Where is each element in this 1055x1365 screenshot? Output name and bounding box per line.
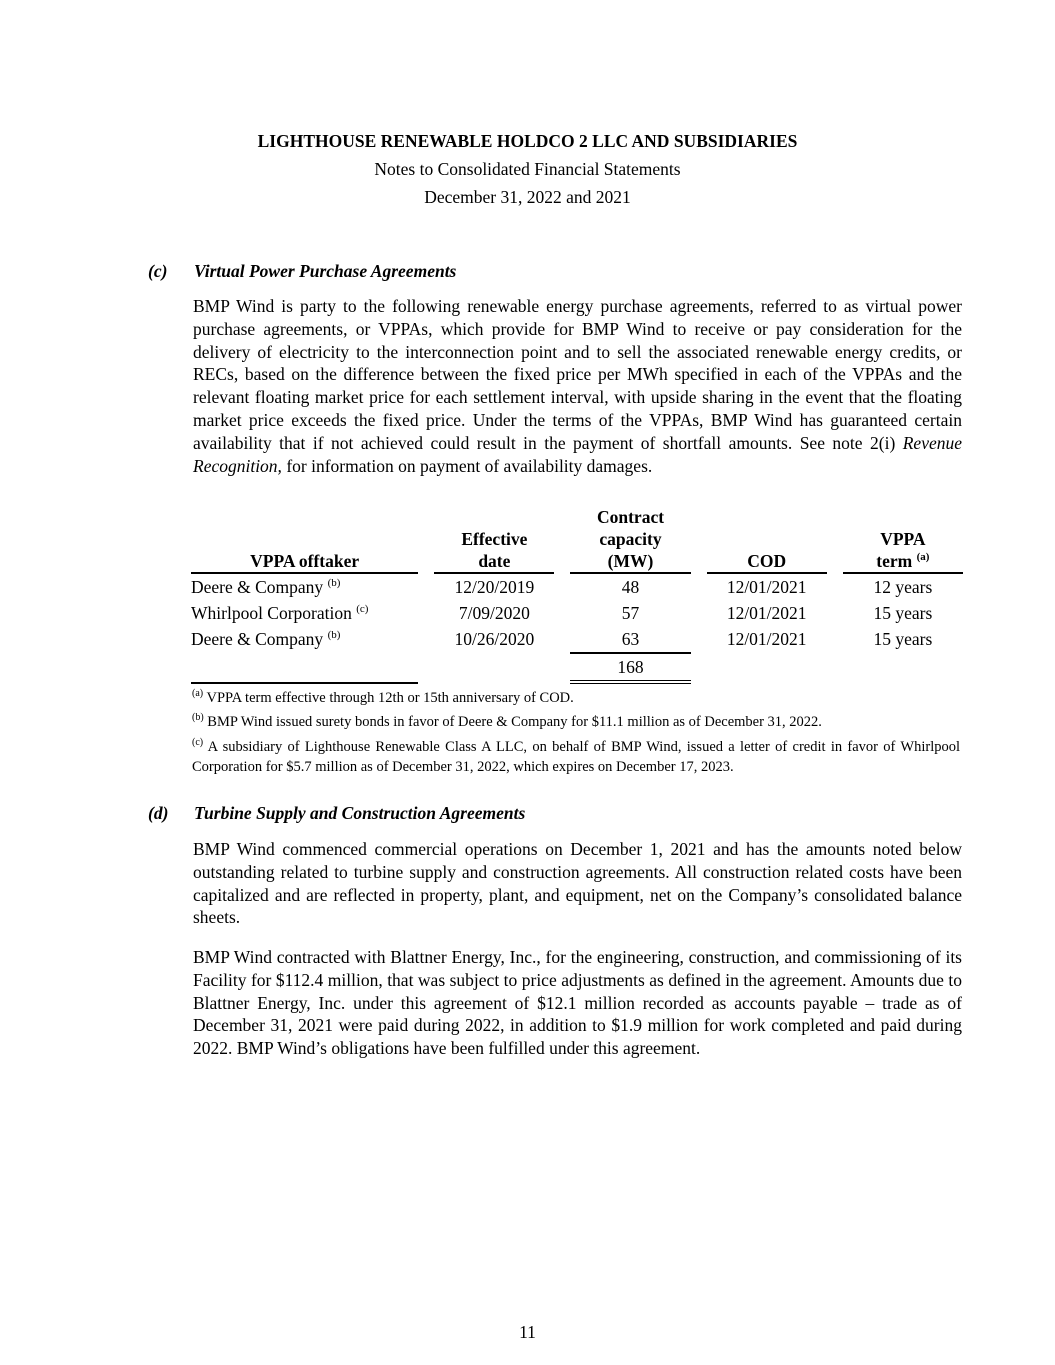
footnote-b: $^{(b)}$ BMP Wind issued surety bonds in favor of Deere & Company for $11.1 million as of December 31, 2022. xyxy=(192,712,822,730)
offtaker-cell: Whirlpool Corporation $^{(c)}$ xyxy=(191,603,369,623)
table-row xyxy=(191,574,963,600)
reporting-period: December 31, 2022 and 2021 xyxy=(424,187,631,207)
term-cell: 15 years xyxy=(873,629,933,649)
header-cod: COD xyxy=(707,506,827,574)
capacity-cell: 48 xyxy=(621,577,640,597)
cod-cell: 12/01/2021 xyxy=(726,603,807,623)
section-c-letter: (c) xyxy=(148,261,168,281)
footnote-divider xyxy=(191,682,418,684)
section-d-paragraph-2: BMP Wind contracted with Blattner Energy, Inc., for the engineering, construction, and commissioning of its Facility for $112.4 million, that was subject to price adjustments as defined in the agreement. Amounts due to Blattner Energy, Inc. under this agreement of $12.1 million recorded as accounts payable – trade as of December 31, 2021 were paid during 2022, in addition to $1.9 million for work completed and paid during 2022. BMP Wind’s obligations have been fulfilled under this agreement. xyxy=(193,947,962,1059)
table-header-row xyxy=(191,506,963,574)
section-d-letter: (d) xyxy=(148,803,169,823)
effective-date-cell: 12/20/2019 xyxy=(454,577,535,597)
total-capacity: 168 xyxy=(570,652,690,684)
vppa-table xyxy=(191,506,963,684)
section-c-heading xyxy=(148,261,456,282)
offtaker-cell: Deere & Company $^{(b)}$ xyxy=(191,629,341,649)
paragraph-text: for information on payment of availability damages. xyxy=(281,455,653,476)
footnote-c: $^{(c)}$ A subsidiary of Lighthouse Renewable Class A LLC, on behalf of BMP Wind, issued a letter of credit in favor of Whirlpool Corporation for $5.7 million as of December 31, 2022, which expires on December 17, 2023. xyxy=(192,737,961,775)
term-cell: 12 years xyxy=(873,577,933,597)
header-effective-date: Effective date xyxy=(434,506,554,574)
effective-date-cell: 7/09/2020 xyxy=(458,603,530,623)
cod-cell: 12/01/2021 xyxy=(726,577,807,597)
company-title: LIGHTHOUSE RENEWABLE HOLDCO 2 LLC AND SUBSIDIARIES xyxy=(257,131,798,151)
effective-date-cell: 10/26/2020 xyxy=(454,629,535,649)
capacity-cell: 57 xyxy=(621,603,640,623)
note-reference: Revenue Recognition, xyxy=(193,432,962,476)
section-d-heading xyxy=(148,803,525,824)
term-cell: 15 years xyxy=(873,603,933,623)
section-d-paragraph-1: BMP Wind commenced commercial operations on December 1, 2021 and has the amounts noted below outstanding related to turbine supply and construction agreements. All construction related costs have been capitalized and are reflected in property, plant, and equipment, net on the Company’s consolidated balance sheets. xyxy=(193,839,962,928)
header-term: VPPA term $^{(a)}$ xyxy=(843,506,963,574)
table-row xyxy=(191,626,963,652)
table-row xyxy=(191,600,963,626)
section-c-title: Virtual Power Purchase Agreements xyxy=(194,261,457,281)
offtaker-cell: Deere & Company $^{(b)}$ xyxy=(191,577,341,597)
section-c-paragraph xyxy=(193,295,962,477)
capacity-cell: 63 xyxy=(621,629,640,649)
footnote-a: $^{(a)}$ VPPA term effective through 12th or 15th anniversary of COD. xyxy=(192,688,574,706)
header-offtaker: VPPA offtaker xyxy=(191,506,418,574)
section-d-title: Turbine Supply and Construction Agreements xyxy=(194,803,526,823)
page-number: 11 xyxy=(519,1322,536,1342)
cod-cell: 12/01/2021 xyxy=(726,629,807,649)
total-row xyxy=(191,652,963,684)
paragraph-text: BMP Wind is party to the following renewable energy purchase agreements, referred to as virtual power purchase agreements, or VPPAs, which provide for BMP Wind to receive or pay consideration for the delivery of electricity to the interconnection point and to sell the associated renewable energy credits, or RECs, based on the difference between the fixed price per MWh specified in each of the VPPAs and the relevant floating market price for each settlement interval, with upside sharing in the event that the floating market price exceeds the fixed price. Under the terms of the VPPAs, BMP Wind has guaranteed certain availability that if not achieved could result in the payment of shortfall amounts. See note 2(i) xyxy=(193,296,962,453)
document-subtitle: Notes to Consolidated Financial Statements xyxy=(374,159,681,179)
header-capacity: Contract capacity (MW) xyxy=(570,506,690,574)
